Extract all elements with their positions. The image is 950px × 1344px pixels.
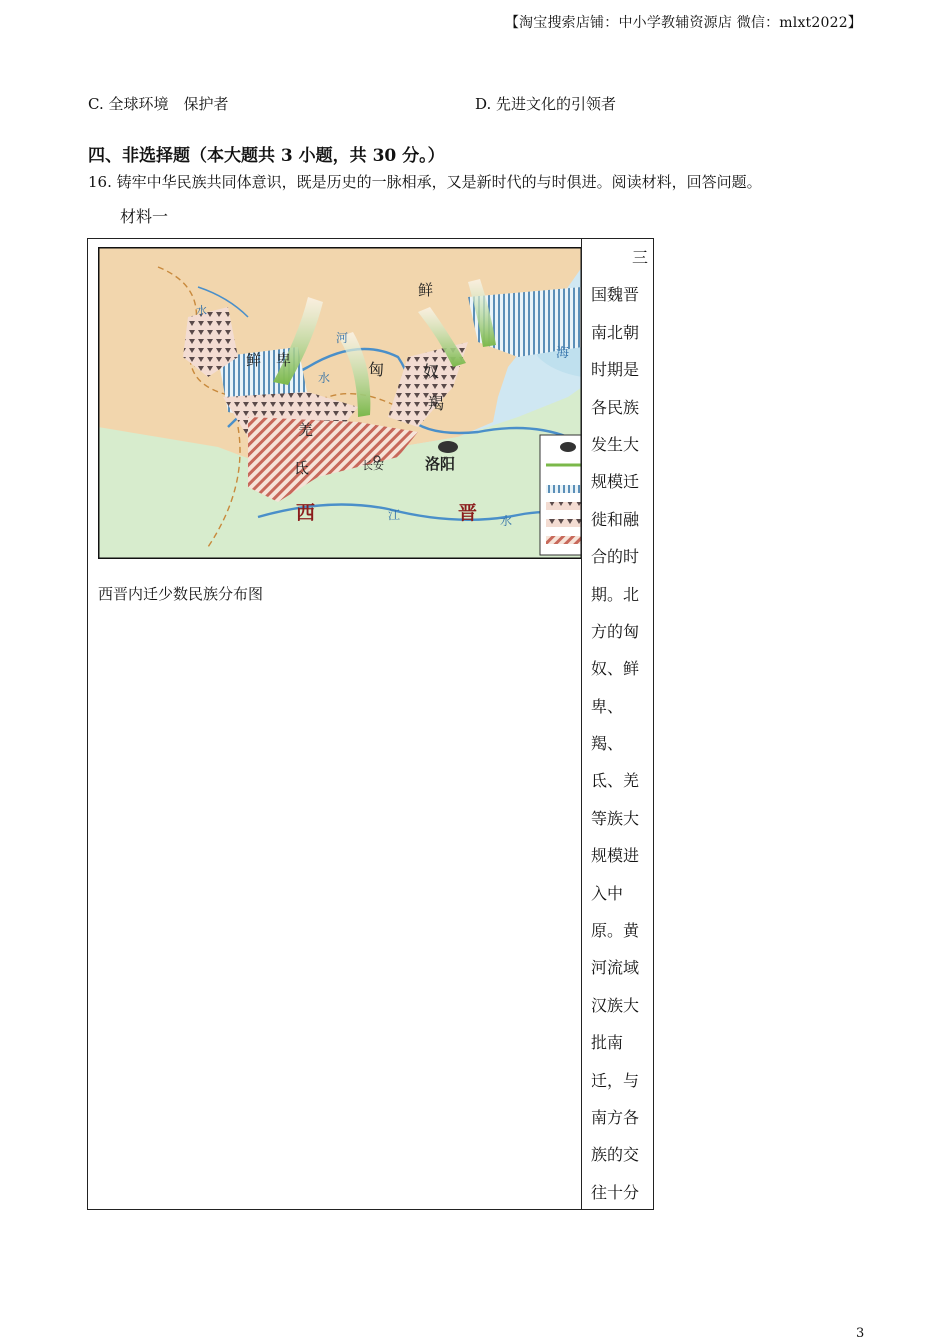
side-text-line: 三	[631, 248, 648, 267]
legend-capital-icon	[560, 442, 576, 452]
question-16: 16. 铸牢中华民族共同体意识，既是历史的一脉相承，又是新时代的与时俱进。阅读材料，回答问题。	[88, 173, 762, 191]
side-text-line: 时期是	[591, 360, 640, 380]
section-title: 四、非选择题（本大题共 3 小题，共 30 分。）	[88, 146, 445, 166]
legend-triangle-icon	[546, 502, 582, 510]
label-jiang: 江	[388, 508, 401, 522]
side-text-line: 原。黄	[591, 921, 640, 941]
side-text-line: 规模迁	[591, 472, 640, 492]
side-text-line: 族的交	[591, 1145, 640, 1165]
side-text-line: 汉族大	[591, 995, 640, 1015]
side-text-line: 徙和融	[591, 509, 640, 529]
label-di: 氐	[294, 459, 310, 477]
column-divider	[581, 239, 582, 1209]
page-number: 3	[856, 1326, 865, 1341]
label-he: 河	[336, 331, 349, 345]
side-text-line: 批南	[591, 1033, 624, 1053]
label-qiang: 羌	[298, 421, 314, 439]
side-text-line: 发生大	[591, 434, 640, 454]
label-shui2: 水	[318, 371, 331, 385]
side-text-line: 南方各	[591, 1107, 640, 1127]
legend-triangle-icon-2	[546, 519, 582, 527]
side-text-line: 期。北	[591, 584, 640, 604]
label-shui3: 水	[500, 514, 513, 528]
side-text-line: 各民族	[591, 397, 640, 417]
map-caption: 西晋内迁少数民族分布图	[98, 585, 264, 603]
side-text-line: 国魏晋	[591, 285, 640, 305]
label-nu: 奴	[423, 362, 440, 381]
side-text-line: 合的时	[591, 547, 640, 567]
legend-diagonal-icon	[546, 536, 582, 544]
label-shui1: 水	[196, 304, 207, 317]
side-text-line: 等族大	[591, 808, 640, 828]
historical-map	[98, 247, 582, 559]
side-text-line: 南北朝	[591, 322, 640, 342]
material-table	[87, 238, 654, 1210]
side-text-line: 规模进	[591, 846, 640, 866]
side-text-line: 氐、羌	[591, 771, 640, 791]
shop-header: 【淘宝搜索店铺：中小学教辅资源店 微信：mlxt2022】	[504, 15, 862, 31]
label-jin: 晋	[458, 502, 478, 524]
side-text-line: 迁，与	[591, 1070, 640, 1090]
legend-stripe-icon	[546, 485, 582, 493]
side-text-line: 往十分	[591, 1182, 640, 1202]
side-text-line: 方的匈	[591, 621, 640, 641]
option-d: D. 先进文化的引领者	[475, 95, 617, 113]
label-luoyang: 洛阳	[425, 455, 456, 473]
label-changan: 长安	[362, 459, 384, 472]
option-c: C. 全球环境 保护者	[88, 95, 229, 113]
material-label: 材料一	[120, 207, 169, 226]
label-jie: 羯	[428, 394, 445, 413]
label-xianbei-ne: 鲜	[418, 281, 434, 299]
side-text-line: 卑、	[591, 696, 624, 716]
side-text-line: 奴、鲜	[591, 659, 640, 679]
luoyang-capital-marker	[438, 441, 458, 453]
side-text-column	[586, 239, 648, 1211]
side-text-line: 羯、	[591, 734, 624, 754]
label-xianbei: 鲜 卑	[246, 351, 292, 369]
side-text-line: 河流域	[591, 958, 640, 978]
label-xi: 西	[296, 502, 316, 524]
side-text-line: 入中	[591, 883, 624, 903]
label-xiong: 匈	[368, 360, 385, 379]
label-hai: 海	[556, 346, 570, 361]
